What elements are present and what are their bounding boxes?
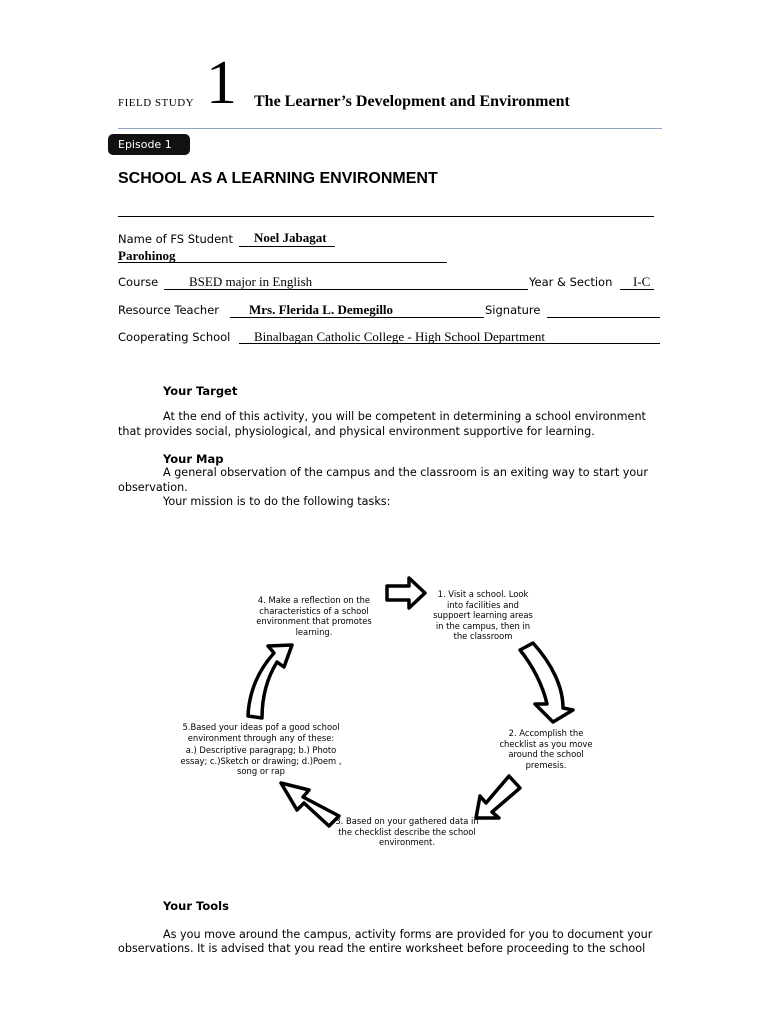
field-study-label: FIELD STUDY: [118, 97, 195, 109]
your-tools-line-1: As you move around the campus, activity forms are provided for you to document your: [163, 928, 653, 941]
arrow-step1-to-step2: [520, 643, 573, 722]
arrow-step4-to-step1: [387, 578, 425, 608]
student-name-value-2: Parohinog: [118, 248, 176, 263]
page-title: SCHOOL AS A LEARNING ENVIRONMENT: [118, 170, 438, 187]
arrow-step2-to-step3: [476, 776, 520, 818]
field-study-title: The Learner’s Development and Environment: [254, 93, 570, 110]
your-tools-line-2: observations. It is advised that you read the entire worksheet before proceeding to the school: [118, 942, 646, 955]
cycle-step-5-intro: 5.Based your ideas pof a good school environment through any of these:: [182, 722, 340, 743]
year-section-label: Year & Section: [529, 275, 613, 289]
year-section-value: I-C: [633, 274, 651, 289]
your-map-line-1: A general observation of the campus and the classroom is an exiting way to start your: [163, 466, 648, 479]
your-tools-heading: Your Tools: [163, 899, 229, 913]
your-map-line-2: observation.: [118, 481, 188, 494]
your-target-line-2: that provides social, physiological, and physical environment supportive for learning.: [118, 425, 595, 438]
cycle-step-2: 2. Accomplish the checklist as you move around the school premesis.: [499, 728, 593, 770]
your-map-heading: Your Map: [163, 452, 224, 466]
student-name-value-1: Noel Jabagat: [254, 230, 327, 245]
your-map-line-3: Your mission is to do the following tasks:: [163, 495, 391, 508]
resource-teacher-label: Resource Teacher: [118, 303, 220, 317]
student-name-label: Name of FS Student: [118, 232, 233, 246]
field-study-number: 1: [206, 49, 237, 117]
your-target-line-1: At the end of this activity, you will be competent in determining a school environment: [163, 410, 646, 423]
course-value: BSED major in English: [189, 274, 313, 289]
signature-label: Signature: [485, 303, 541, 317]
cycle-step-4: 4. Make a reflection on the characteristics of a school environment that promotes learning.: [256, 595, 372, 637]
cycle-step-1: 1. Visit a school. Look into facilities and suppoert learning areas in the campus, then in the classroom: [433, 589, 533, 641]
cooperating-school-label: Cooperating School: [118, 330, 231, 344]
arrow-step5-to-step4: [248, 645, 292, 718]
resource-teacher-value: Mrs. Flerida L. Demegillo: [249, 302, 394, 317]
cycle-step-5-options: a.) Descriptive paragrapg; b.) Photo essay; c.)Sketch or drawing; d.)Poem , song or rap: [180, 745, 342, 776]
cooperating-school-value: Binalbagan Catholic College - High School Department: [254, 329, 545, 344]
cycle-step-3: 3. Based on your gathered data in the checklist describe the school environment.: [335, 816, 479, 847]
course-label: Course: [118, 275, 159, 289]
your-target-heading: Your Target: [163, 384, 238, 398]
episode-badge: Episode 1: [108, 134, 190, 155]
